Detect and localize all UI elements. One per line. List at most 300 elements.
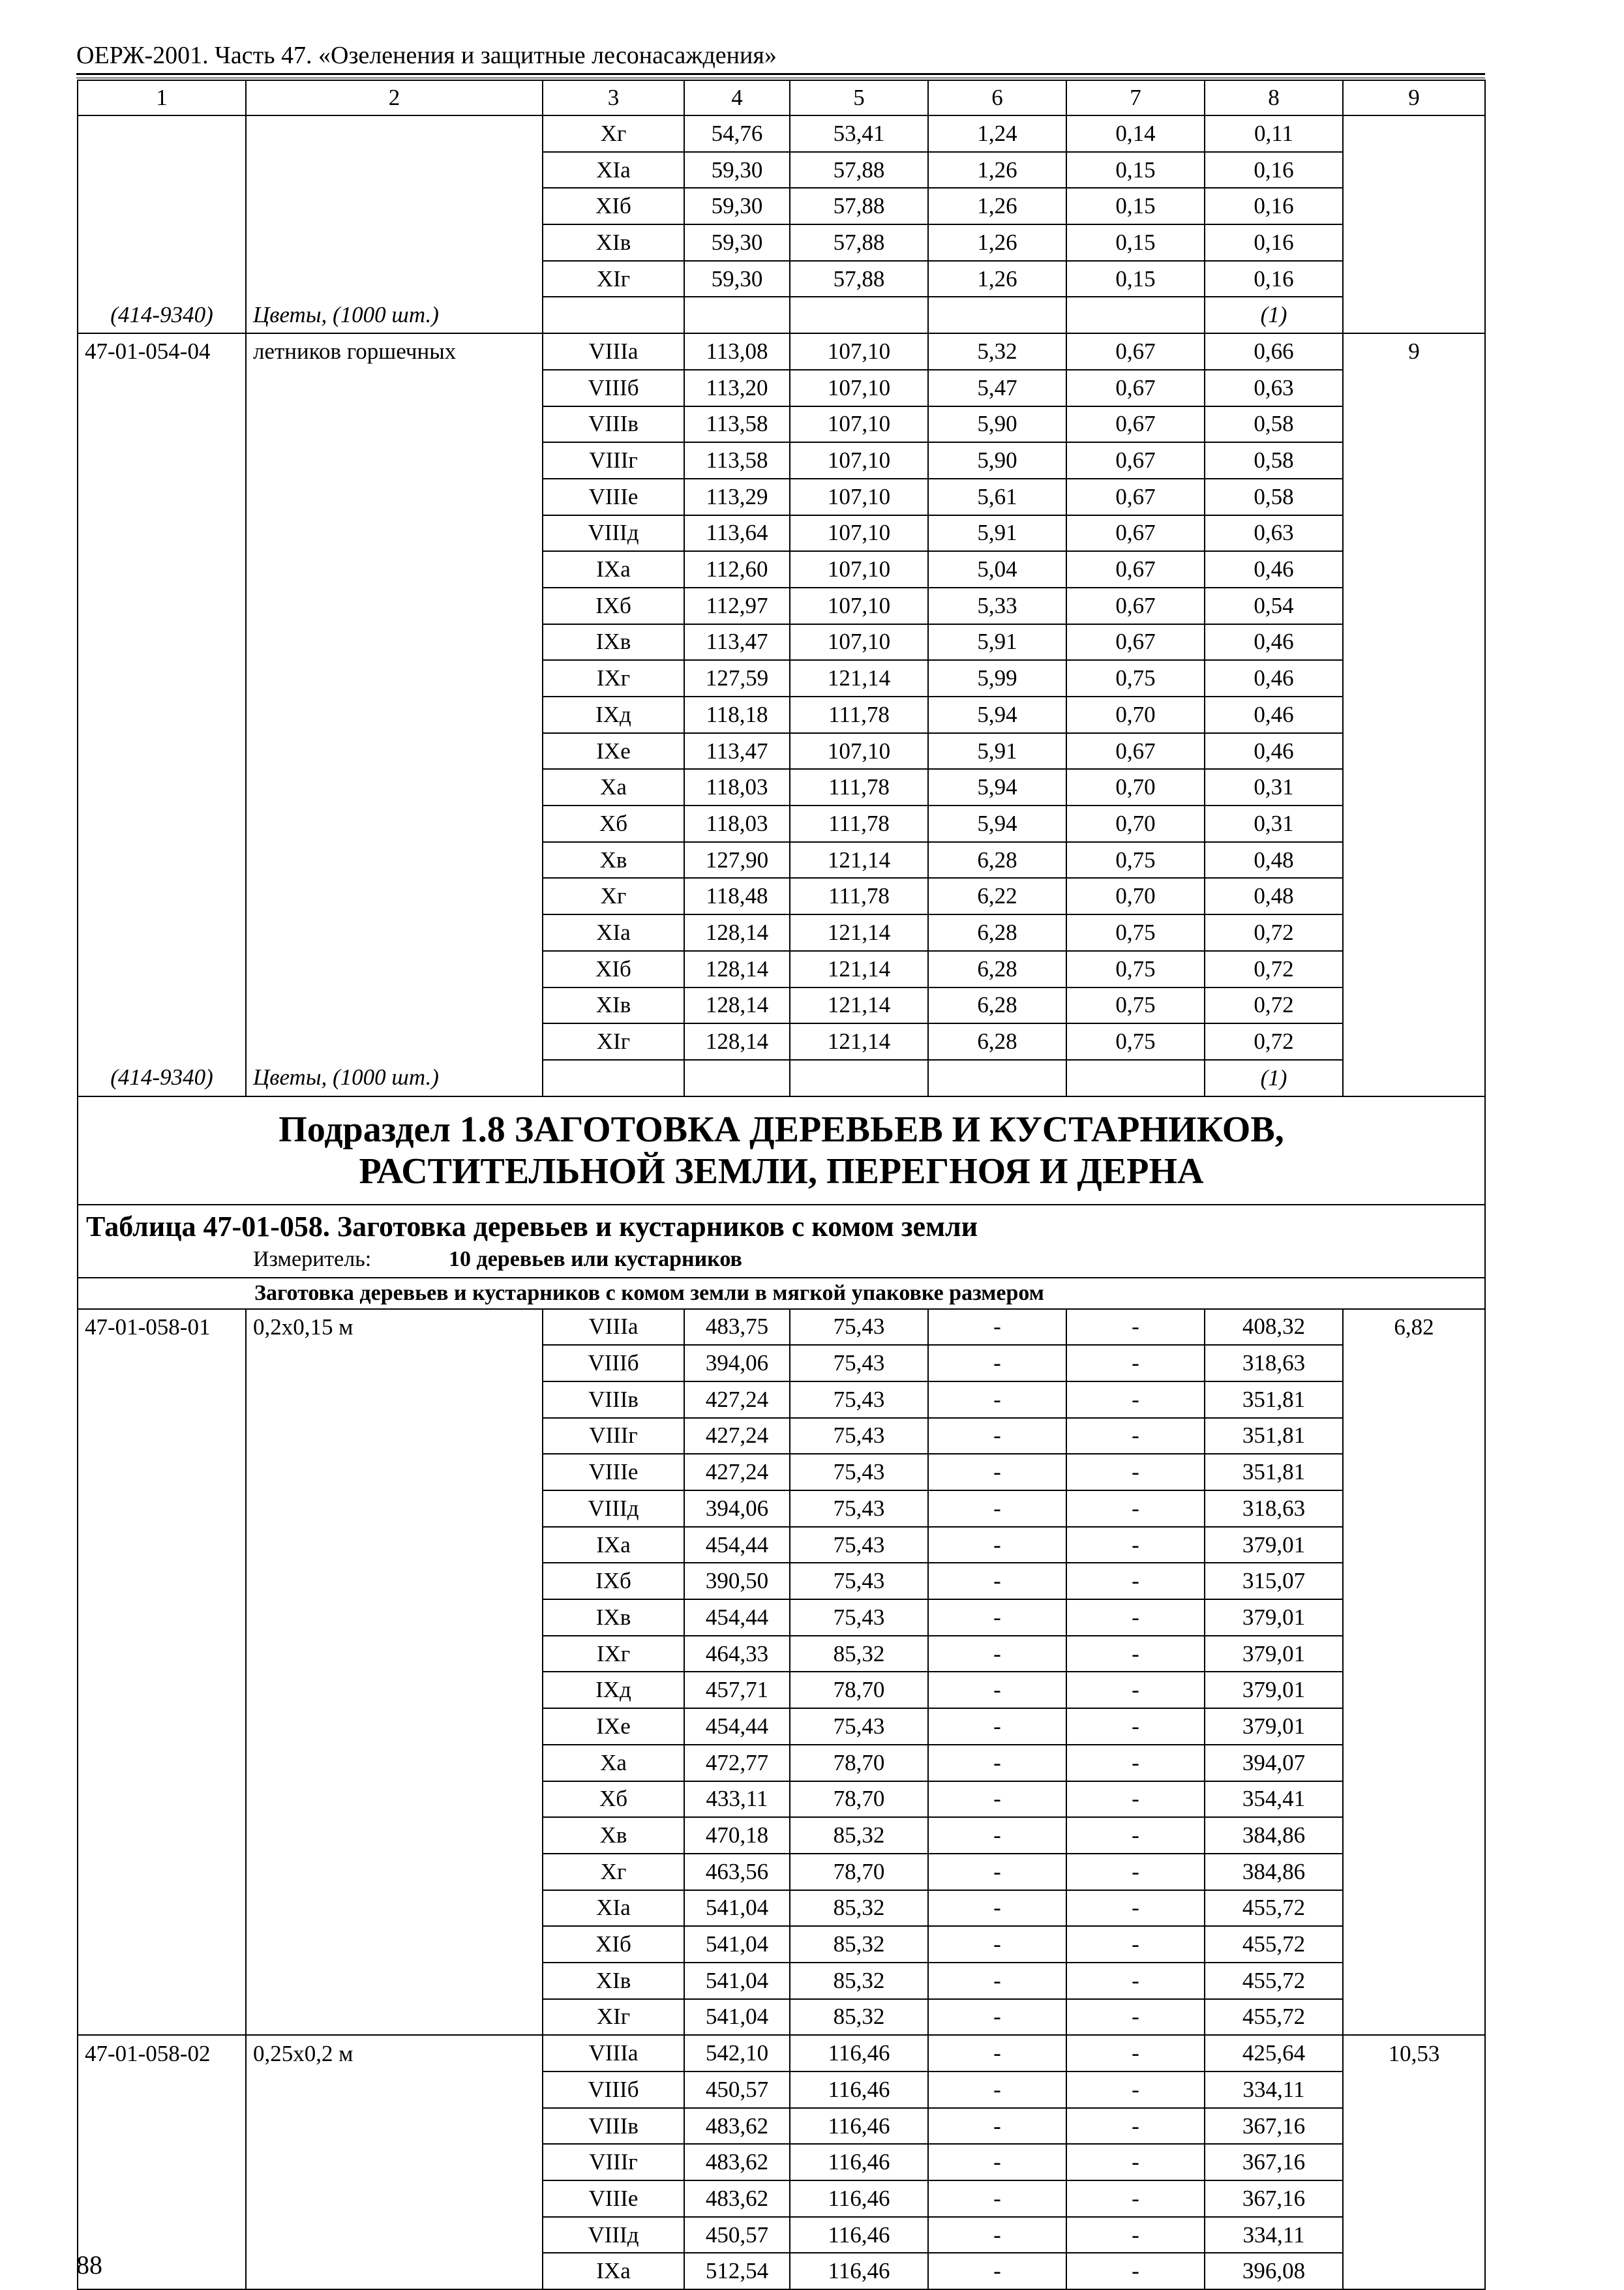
value-cell: 59,30	[684, 152, 790, 188]
table-row	[78, 1854, 1485, 1890]
value-cell: 470,18	[684, 1817, 790, 1854]
value-cell: 6,28	[928, 842, 1066, 879]
col9-cell	[1343, 1672, 1485, 1708]
value-cell: 128,14	[684, 914, 790, 951]
value-cell: 541,04	[684, 1890, 790, 1927]
value-cell: 121,14	[790, 987, 928, 1024]
value-cell: -	[928, 1745, 1066, 1781]
zone-cell: IXв	[543, 1599, 684, 1636]
name-cell	[246, 588, 543, 624]
value-cell: -	[928, 1490, 1066, 1527]
zone-cell: XIв	[543, 224, 684, 261]
code-cell	[78, 914, 246, 951]
value-cell: 0,48	[1205, 842, 1343, 879]
value-cell: 113,58	[684, 442, 790, 479]
table-row	[78, 2144, 1485, 2180]
empty-cell	[928, 297, 1066, 333]
value-cell: 113,08	[684, 333, 790, 370]
value-cell: 85,32	[790, 1963, 928, 1999]
value-cell: 116,46	[790, 2180, 928, 2217]
col9-cell	[1343, 442, 1485, 479]
col9-cell	[1343, 878, 1485, 914]
value-cell: 351,81	[1205, 1381, 1343, 1418]
code-cell	[78, 2253, 246, 2289]
zone-cell: IXе	[543, 1708, 684, 1745]
name-cell	[246, 842, 543, 879]
code-cell: 47-01-058-01	[78, 1309, 246, 1346]
code-cell	[78, 1381, 246, 1418]
col9-cell	[1343, 1745, 1485, 1781]
value-cell: 85,32	[790, 1636, 928, 1672]
resource-qty: (1)	[1205, 1060, 1343, 1096]
col9-cell	[1343, 1817, 1485, 1854]
value-cell: 454,44	[684, 1599, 790, 1636]
name-cell	[246, 1454, 543, 1490]
zone-cell: Xг	[543, 115, 684, 152]
code-cell	[78, 406, 246, 443]
code-cell	[78, 1854, 246, 1890]
table-row	[78, 152, 1485, 188]
table-row	[78, 333, 1485, 370]
value-cell: 394,06	[684, 1490, 790, 1527]
zone-cell: XIб	[543, 951, 684, 987]
value-cell: -	[928, 2108, 1066, 2145]
value-cell: 455,72	[1205, 1963, 1343, 1999]
value-cell: 5,94	[928, 697, 1066, 733]
value-cell: 85,32	[790, 1817, 928, 1854]
value-cell: 351,81	[1205, 1418, 1343, 1454]
value-cell: 0,58	[1205, 442, 1343, 479]
value-cell: -	[1066, 1381, 1205, 1418]
zone-cell: VIIIд	[543, 1490, 684, 1527]
value-cell: -	[1066, 1636, 1205, 1672]
name-cell	[246, 442, 543, 479]
name-cell	[246, 769, 543, 806]
value-cell: 121,14	[790, 660, 928, 697]
value-cell: 1,26	[928, 261, 1066, 297]
col9-cell	[1343, 1854, 1485, 1890]
value-cell: 0,16	[1205, 188, 1343, 224]
value-cell: 394,06	[684, 1345, 790, 1381]
value-cell: 5,94	[928, 769, 1066, 806]
value-cell: 0,70	[1066, 806, 1205, 842]
value-cell: 107,10	[790, 370, 928, 406]
value-cell: -	[928, 1963, 1066, 1999]
value-cell: 75,43	[790, 1418, 928, 1454]
value-cell: 111,78	[790, 769, 928, 806]
col9-cell	[1343, 1381, 1485, 1418]
zone-cell: IXг	[543, 660, 684, 697]
value-cell: 6,28	[928, 987, 1066, 1024]
value-cell: 541,04	[684, 1999, 790, 2036]
value-cell: 113,20	[684, 370, 790, 406]
col9-cell	[1343, 806, 1485, 842]
value-cell: 0,16	[1205, 152, 1343, 188]
col9-cell	[1343, 733, 1485, 770]
value-cell: -	[1066, 1745, 1205, 1781]
name-cell	[246, 261, 543, 297]
column-number: 7	[1066, 80, 1205, 115]
value-cell: -	[1066, 2217, 1205, 2253]
value-cell: 0,16	[1205, 224, 1343, 261]
table-row	[78, 660, 1485, 697]
name-cell	[246, 370, 543, 406]
value-cell: 75,43	[790, 1381, 928, 1418]
code-cell	[78, 1636, 246, 1672]
value-cell: 59,30	[684, 261, 790, 297]
value-cell: 107,10	[790, 442, 928, 479]
value-cell: 112,97	[684, 588, 790, 624]
value-cell: 379,01	[1205, 1599, 1343, 1636]
zone-cell: XIа	[543, 1890, 684, 1927]
code-cell	[78, 224, 246, 261]
value-cell: 59,30	[684, 224, 790, 261]
table-row	[78, 224, 1485, 261]
code-cell	[78, 806, 246, 842]
code-cell	[78, 551, 246, 588]
col9-cell	[1343, 2072, 1485, 2108]
value-cell: 0,63	[1205, 370, 1343, 406]
name-cell: 0,25х0,2 м	[246, 2035, 543, 2072]
table-row	[78, 1781, 1485, 1818]
value-cell: 121,14	[790, 842, 928, 879]
code-cell	[78, 261, 246, 297]
resource-note-row	[78, 297, 1485, 333]
value-cell: 5,94	[928, 806, 1066, 842]
value-cell: 107,10	[790, 624, 928, 661]
col9-cell	[1343, 1418, 1485, 1454]
value-cell: 0,70	[1066, 697, 1205, 733]
col9-cell	[1343, 2144, 1485, 2180]
value-cell: 5,33	[928, 588, 1066, 624]
value-cell: -	[1066, 2072, 1205, 2108]
col9-cell	[1343, 1708, 1485, 1745]
value-cell: 57,88	[790, 188, 928, 224]
value-cell: 367,16	[1205, 2180, 1343, 2217]
value-cell: -	[1066, 1854, 1205, 1890]
name-cell	[246, 1023, 543, 1060]
code-cell	[78, 1672, 246, 1708]
value-cell: 425,64	[1205, 2035, 1343, 2072]
value-cell: 5,04	[928, 551, 1066, 588]
table-row	[78, 2180, 1485, 2217]
value-cell: 118,03	[684, 806, 790, 842]
code-cell	[78, 697, 246, 733]
zone-cell: IXа	[543, 551, 684, 588]
name-cell: 0,2х0,15 м	[246, 1309, 543, 1346]
value-cell: 334,11	[1205, 2072, 1343, 2108]
value-cell: 0,46	[1205, 660, 1343, 697]
value-cell: 121,14	[790, 951, 928, 987]
empty-cell	[790, 1060, 928, 1096]
value-cell: -	[928, 1454, 1066, 1490]
name-cell	[246, 2144, 543, 2180]
value-cell: -	[928, 2072, 1066, 2108]
zone-cell: VIIIб	[543, 2072, 684, 2108]
col9-cell	[1343, 588, 1485, 624]
value-cell: 1,26	[928, 152, 1066, 188]
table-row	[78, 1023, 1485, 1060]
value-cell: 0,75	[1066, 914, 1205, 951]
value-cell: 1,24	[928, 115, 1066, 152]
value-cell: 0,67	[1066, 333, 1205, 370]
col9-cell	[1343, 769, 1485, 806]
resource-code: (414-9340)	[78, 297, 246, 333]
value-cell: -	[928, 2035, 1066, 2072]
value-cell: 394,07	[1205, 1745, 1343, 1781]
value-cell: 483,62	[684, 2108, 790, 2145]
code-cell	[78, 1599, 246, 1636]
value-cell: 85,32	[790, 1890, 928, 1927]
value-cell: 78,70	[790, 1781, 928, 1818]
value-cell: 0,75	[1066, 987, 1205, 1024]
value-cell: 116,46	[790, 2072, 928, 2108]
value-cell: 0,70	[1066, 878, 1205, 914]
zone-cell: XIг	[543, 1023, 684, 1060]
value-cell: -	[928, 1854, 1066, 1890]
value-cell: 75,43	[790, 1708, 928, 1745]
empty-cell	[928, 1060, 1066, 1096]
zone-cell: VIIIе	[543, 2180, 684, 2217]
value-cell: -	[1066, 2180, 1205, 2217]
resource-qty: (1)	[1205, 297, 1343, 333]
column-number: 9	[1343, 80, 1485, 115]
value-cell: 111,78	[790, 806, 928, 842]
code-cell	[78, 2072, 246, 2108]
table-row	[78, 261, 1485, 297]
col9-cell	[1343, 951, 1485, 987]
value-cell: -	[1066, 1708, 1205, 1745]
code-cell	[78, 1527, 246, 1563]
value-cell: 0,31	[1205, 769, 1343, 806]
code-cell	[78, 1999, 246, 2036]
value-cell: -	[928, 1381, 1066, 1418]
value-cell: 116,46	[790, 2035, 928, 2072]
value-cell: 318,63	[1205, 1345, 1343, 1381]
name-cell	[246, 1708, 543, 1745]
value-cell: -	[1066, 1345, 1205, 1381]
value-cell: 379,01	[1205, 1708, 1343, 1745]
table-row	[78, 2108, 1485, 2145]
col9-cell	[1343, 479, 1485, 515]
code-cell	[78, 588, 246, 624]
col9-cell	[1343, 2180, 1485, 2217]
name-cell	[246, 2217, 543, 2253]
code-cell	[78, 515, 246, 552]
code-cell	[78, 2217, 246, 2253]
value-cell: 111,78	[790, 878, 928, 914]
value-cell: 427,24	[684, 1381, 790, 1418]
col9-cell	[1343, 1023, 1485, 1060]
value-cell: 0,46	[1205, 733, 1343, 770]
table-row	[78, 2072, 1485, 2108]
zone-cell: Xг	[543, 1854, 684, 1890]
name-cell	[246, 115, 543, 152]
table-row	[78, 1636, 1485, 1672]
value-cell: 1,26	[928, 224, 1066, 261]
name-cell	[246, 1599, 543, 1636]
value-cell: 0,58	[1205, 479, 1343, 515]
name-cell	[246, 1490, 543, 1527]
value-cell: 118,18	[684, 697, 790, 733]
table-body	[78, 80, 1485, 2289]
value-cell: 354,41	[1205, 1781, 1343, 1818]
value-cell: 455,72	[1205, 1890, 1343, 1927]
value-cell: 0,63	[1205, 515, 1343, 552]
value-cell: 0,67	[1066, 479, 1205, 515]
value-cell: -	[928, 1672, 1066, 1708]
table-row	[78, 551, 1485, 588]
name-cell	[246, 406, 543, 443]
value-cell: 433,11	[684, 1781, 790, 1818]
value-cell: 454,44	[684, 1708, 790, 1745]
value-cell: -	[928, 2253, 1066, 2289]
value-cell: 127,90	[684, 842, 790, 879]
table-row	[78, 188, 1485, 224]
col9-cell	[1343, 224, 1485, 261]
col9-cell	[1343, 1345, 1485, 1381]
name-cell	[246, 479, 543, 515]
col9-cell	[1343, 914, 1485, 951]
value-cell: 53,41	[790, 115, 928, 152]
value-cell: 408,32	[1205, 1309, 1343, 1346]
table-row	[78, 1745, 1485, 1781]
value-cell: 315,07	[1205, 1563, 1343, 1599]
col9-cell	[1343, 1781, 1485, 1818]
value-cell: 118,48	[684, 878, 790, 914]
value-cell: 75,43	[790, 1563, 928, 1599]
value-cell: 463,56	[684, 1854, 790, 1890]
value-cell: 455,72	[1205, 1926, 1343, 1963]
table-row	[78, 1926, 1485, 1963]
value-cell: -	[928, 1345, 1066, 1381]
code-cell	[78, 951, 246, 987]
empty-cell	[1343, 297, 1485, 333]
page-header: ОЕРЖ-2001. Часть 47. «Озеленения и защитные лесонасаждения»	[76, 42, 777, 69]
value-cell: 367,16	[1205, 2108, 1343, 2145]
value-cell: 113,47	[684, 733, 790, 770]
col9-cell	[1343, 152, 1485, 188]
table-row	[78, 951, 1485, 987]
code-cell: 47-01-054-04	[78, 333, 246, 370]
code-cell	[78, 1781, 246, 1818]
col9-cell	[1343, 1490, 1485, 1527]
value-cell: 0,67	[1066, 588, 1205, 624]
col9-cell	[1343, 1963, 1485, 1999]
zone-cell: VIIIд	[543, 2217, 684, 2253]
name-cell	[246, 1381, 543, 1418]
value-cell: 450,57	[684, 2072, 790, 2108]
value-cell: 54,76	[684, 115, 790, 152]
table-row	[78, 842, 1485, 879]
header-rule	[76, 73, 1485, 75]
zone-cell: Xа	[543, 1745, 684, 1781]
value-cell: 128,14	[684, 951, 790, 987]
zone-cell: IXв	[543, 624, 684, 661]
measure	[78, 1244, 1485, 1278]
value-cell: 78,70	[790, 1745, 928, 1781]
table-row	[78, 769, 1485, 806]
code-cell	[78, 1963, 246, 1999]
value-cell: 107,10	[790, 551, 928, 588]
zone-cell: VIIIг	[543, 1418, 684, 1454]
name-cell	[246, 1890, 543, 1927]
code-cell	[78, 1418, 246, 1454]
zone-cell: VIIIа	[543, 333, 684, 370]
name-cell	[246, 914, 543, 951]
value-cell: 0,46	[1205, 551, 1343, 588]
value-cell: 0,16	[1205, 261, 1343, 297]
value-cell: 396,08	[1205, 2253, 1343, 2289]
empty-cell	[1066, 1060, 1205, 1096]
value-cell: 334,11	[1205, 2217, 1343, 2253]
table-row	[78, 1817, 1485, 1854]
table-row	[78, 515, 1485, 552]
value-cell: 455,72	[1205, 1999, 1343, 2036]
table-title: Таблица 47-01-058. Заготовка деревьев и кустарников с комом земли	[78, 1205, 1485, 1244]
table-row	[78, 1708, 1485, 1745]
table-row	[78, 697, 1485, 733]
col9-cell	[1343, 987, 1485, 1024]
name-cell	[246, 878, 543, 914]
column-number: 1	[78, 80, 246, 115]
value-cell: 5,90	[928, 406, 1066, 443]
value-cell: 464,33	[684, 1636, 790, 1672]
resource-code: (414-9340)	[78, 1060, 246, 1096]
section-heading-line2: РАСТИТЕЛЬНОЙ ЗЕМЛИ, ПЕРЕГНОЯ И ДЕРНА	[359, 1151, 1204, 1192]
value-cell: 57,88	[790, 224, 928, 261]
value-cell: 0,72	[1205, 914, 1343, 951]
table-row	[78, 624, 1485, 661]
zone-cell: VIIIг	[543, 2144, 684, 2180]
empty-cell	[684, 1060, 790, 1096]
value-cell: -	[928, 2144, 1066, 2180]
value-cell: 483,62	[684, 2144, 790, 2180]
code-cell	[78, 1926, 246, 1963]
value-cell: 116,46	[790, 2217, 928, 2253]
empty-cell	[790, 297, 928, 333]
col9-cell	[1343, 842, 1485, 879]
value-cell: 113,47	[684, 624, 790, 661]
value-cell: 107,10	[790, 588, 928, 624]
code-cell	[78, 1890, 246, 1927]
code-cell	[78, 1708, 246, 1745]
code-cell	[78, 1563, 246, 1599]
name-cell	[246, 2253, 543, 2289]
table-row	[78, 1599, 1485, 1636]
table-row	[78, 1672, 1485, 1708]
value-cell: 379,01	[1205, 1636, 1343, 1672]
column-number: 4	[684, 80, 790, 115]
name-cell	[246, 806, 543, 842]
table-row	[78, 878, 1485, 914]
zone-cell: Xб	[543, 1781, 684, 1818]
zone-cell: IXа	[543, 1527, 684, 1563]
value-cell: 379,01	[1205, 1672, 1343, 1708]
name-cell	[246, 733, 543, 770]
zone-cell: XIа	[543, 152, 684, 188]
value-cell: 127,59	[684, 660, 790, 697]
value-cell: -	[1066, 1490, 1205, 1527]
table-row	[78, 987, 1485, 1024]
measure-row	[78, 1244, 1485, 1278]
table-row	[78, 733, 1485, 770]
value-cell: 121,14	[790, 914, 928, 951]
col9-cell	[1343, 1599, 1485, 1636]
value-cell: 0,46	[1205, 697, 1343, 733]
resource-name: Цветы, (1000 шт.)	[246, 1060, 543, 1096]
col9-cell	[1343, 1890, 1485, 1927]
